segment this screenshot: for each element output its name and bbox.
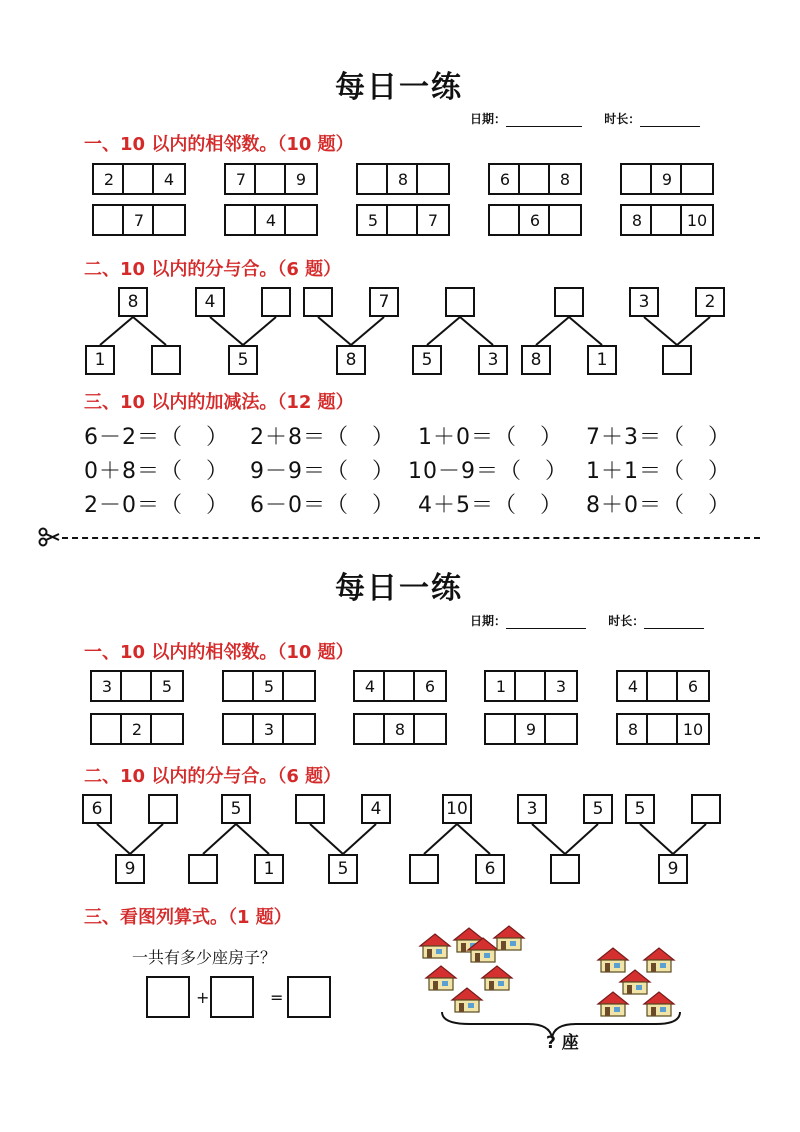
connector-line	[457, 824, 490, 854]
equation[interactable]: 0＋8＝（ ）	[84, 459, 229, 484]
section-heading: 三、10 以内的加减法。（12 题）	[84, 392, 354, 413]
answer-box[interactable]	[210, 976, 254, 1018]
connector-line	[130, 824, 163, 854]
neighbor-cell: 5	[252, 670, 286, 702]
number-box: 5	[221, 794, 251, 824]
number-box: 9	[115, 854, 145, 884]
answer-label: ? 座	[546, 1033, 579, 1053]
neighbor-cell: 4	[152, 163, 186, 195]
section-heading: 二、10 以内的分与合。（6 题）	[84, 259, 342, 280]
connector-line	[236, 824, 269, 854]
number-box: 8	[521, 345, 551, 375]
equation[interactable]: 2－0＝（ ）	[84, 493, 229, 518]
equation[interactable]: 6－0＝（ ）	[250, 493, 395, 518]
number-box[interactable]	[295, 794, 325, 824]
neighbor-cell: 5	[150, 670, 184, 702]
page-title: 每日一练	[335, 70, 463, 105]
number-box: 3	[629, 287, 659, 317]
answer-box[interactable]	[146, 976, 190, 1018]
house-icon	[452, 988, 482, 1012]
number-box[interactable]	[691, 794, 721, 824]
house-icon	[598, 948, 628, 972]
number-box: 8	[118, 287, 148, 317]
equals-sign: =	[270, 988, 284, 1007]
connector-line	[565, 824, 598, 854]
neighbor-cell: 2	[92, 163, 126, 195]
neighbor-cell: 6	[488, 163, 522, 195]
number-box: 5	[625, 794, 655, 824]
neighbor-cell: 2	[120, 713, 154, 745]
connector-line	[310, 824, 343, 854]
house-icon	[482, 966, 512, 990]
question-text: 一共有多少座房子？	[132, 948, 277, 967]
neighbor-cell: 1	[484, 670, 518, 702]
house-icon	[494, 926, 524, 950]
number-box: 7	[369, 287, 399, 317]
number-box: 3	[517, 794, 547, 824]
neighbor-cell: 8	[548, 163, 582, 195]
house-icon	[420, 934, 450, 958]
number-box: 9	[658, 854, 688, 884]
equation[interactable]: 9－9＝（ ）	[250, 459, 395, 484]
neighbor-cell: 4	[254, 204, 288, 236]
neighbor-cell: 10	[680, 204, 714, 236]
number-box: 10	[442, 794, 472, 824]
duration-label: 时长：	[608, 614, 645, 628]
number-box: 3	[478, 345, 508, 375]
connector-line	[343, 824, 376, 854]
date-label: 日期：	[470, 112, 507, 126]
number-box: 1	[587, 345, 617, 375]
number-box: 5	[228, 345, 258, 375]
neighbor-cell: 9	[514, 713, 548, 745]
number-box: 4	[195, 287, 225, 317]
number-box: 1	[254, 854, 284, 884]
connector-line	[203, 824, 236, 854]
neighbor-cell: 6	[676, 670, 710, 702]
number-box: 1	[85, 345, 115, 375]
number-box: 8	[336, 345, 366, 375]
connector-line	[673, 824, 706, 854]
number-box: 5	[583, 794, 613, 824]
equation[interactable]: 10－9＝（ ）	[408, 459, 568, 484]
neighbor-cell: 6	[413, 670, 447, 702]
neighbor-cell: 3	[252, 713, 286, 745]
number-box[interactable]	[409, 854, 439, 884]
neighbor-cell: 5	[356, 204, 390, 236]
neighbor-cell: 7	[416, 204, 450, 236]
equation[interactable]: 1＋1＝（ ）	[586, 459, 731, 484]
number-box: 5	[328, 854, 358, 884]
house-icon	[644, 948, 674, 972]
number-box: 6	[82, 794, 112, 824]
equation[interactable]: 7＋3＝（ ）	[586, 425, 731, 450]
neighbor-cell: 10	[676, 713, 710, 745]
neighbor-cell: 7	[224, 163, 258, 195]
duration-label: 时长：	[604, 112, 641, 126]
number-box[interactable]	[188, 854, 218, 884]
connector-line	[424, 824, 457, 854]
date-label: 日期：	[470, 614, 507, 628]
section-heading: 三、看图列算式。（1 题）	[84, 907, 292, 928]
equation[interactable]: 2＋8＝（ ）	[250, 425, 395, 450]
neighbor-cell: 4	[616, 670, 650, 702]
connector-line	[640, 824, 673, 854]
neighbor-cell: 8	[386, 163, 420, 195]
neighbor-cell: 8	[616, 713, 650, 745]
number-box: 6	[475, 854, 505, 884]
number-box[interactable]	[550, 854, 580, 884]
neighbor-cell: 9	[284, 163, 318, 195]
neighbor-cell: 8	[620, 204, 654, 236]
section-heading: 一、10 以内的相邻数。（10 题）	[84, 642, 354, 663]
house-icon	[426, 966, 456, 990]
neighbor-cell: 7	[122, 204, 156, 236]
house-icon	[644, 992, 674, 1016]
equation[interactable]: 8＋0＝（ ）	[586, 493, 731, 518]
neighbor-cell: 3	[544, 670, 578, 702]
number-box: 4	[361, 794, 391, 824]
connector-line	[97, 824, 130, 854]
neighbor-cell: 9	[650, 163, 684, 195]
number-box[interactable]	[148, 794, 178, 824]
connector-line	[532, 824, 565, 854]
neighbor-cell: 4	[353, 670, 387, 702]
answer-box[interactable]	[287, 976, 331, 1018]
section-heading: 二、10 以内的分与合。（6 题）	[84, 766, 342, 787]
equation[interactable]: 4＋5＝（ ）	[418, 493, 563, 518]
equation[interactable]: 6－2＝（ ）	[84, 425, 229, 450]
neighbor-cell: 6	[518, 204, 552, 236]
number-box: 2	[695, 287, 725, 317]
equation[interactable]: 1＋0＝（ ）	[418, 425, 563, 450]
number-box: 5	[412, 345, 442, 375]
page-title: 每日一练	[335, 571, 463, 606]
neighbor-cell: 8	[383, 713, 417, 745]
neighbor-cell: 3	[90, 670, 124, 702]
plus-sign: +	[196, 988, 210, 1007]
section-heading: 一、10 以内的相邻数。（10 题）	[84, 134, 354, 155]
house-icon	[620, 970, 650, 994]
house-icon	[598, 992, 628, 1016]
